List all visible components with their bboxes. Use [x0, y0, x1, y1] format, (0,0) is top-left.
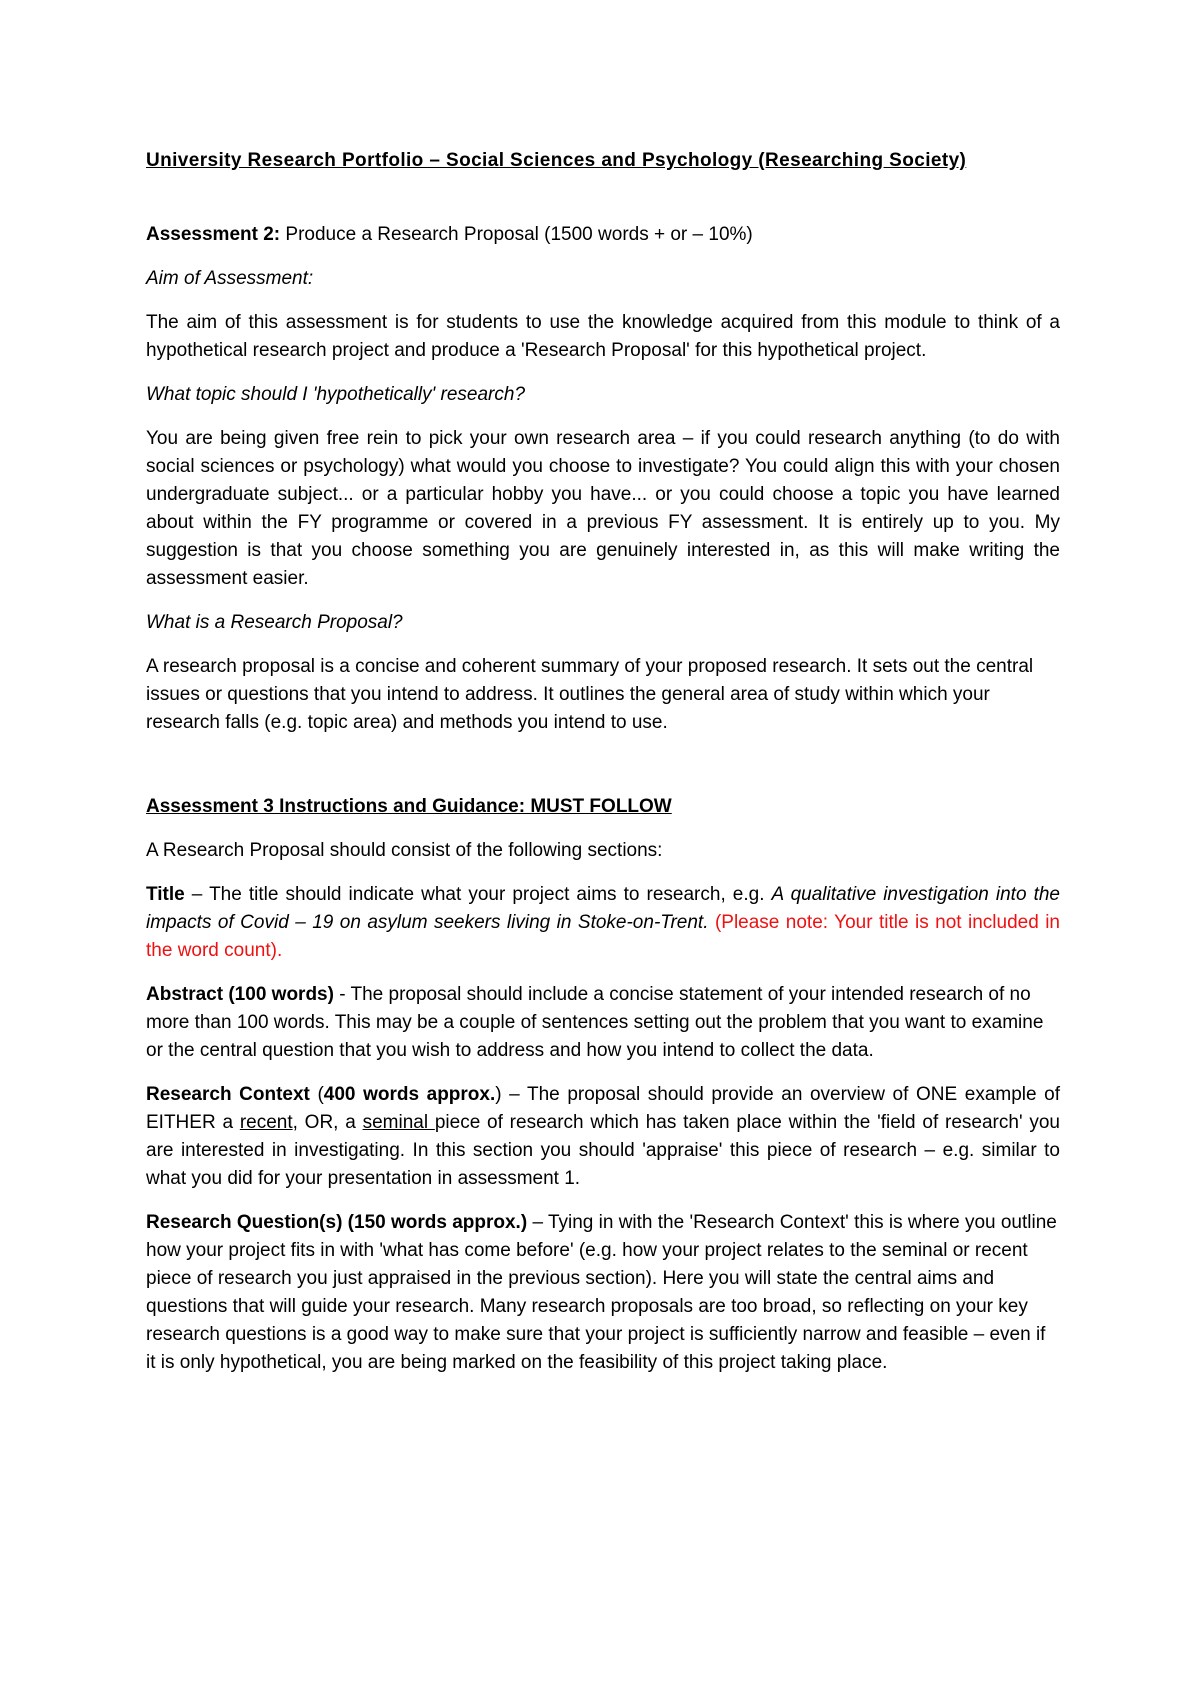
- assessment-2-text: Produce a Research Proposal (1500 words + or – 10%): [280, 224, 753, 245]
- title-section-label: Title: [146, 884, 185, 905]
- research-context-seminal: seminal: [362, 1112, 435, 1133]
- research-context-recent: recent: [239, 1112, 293, 1133]
- research-context-text-b: , OR, a: [292, 1112, 363, 1133]
- assessment-2-label: Assessment 2:: [146, 224, 281, 245]
- proposal-definition-heading: What is a Research Proposal?: [146, 612, 403, 633]
- assessment-2-line: [146, 221, 1060, 249]
- aim-heading: Aim of Assessment:: [146, 268, 314, 289]
- abstract-section: [146, 981, 1060, 1065]
- assessment-3-heading: Assessment 3 Instructions and Guidance: MUST FOLLOW: [146, 796, 672, 817]
- research-context-label: Research Context: [146, 1084, 310, 1105]
- research-question-text: – Tying in with the 'Research Context' this is where you outline how your project fits in with 'what has come before' (e.g. how your project relates to the seminal or recent piece of research you just appraised in the previous section). Here you will state the central aims and questions that will guide your research. Many research proposals are too broad, so reflecting on your key research questions is a good way to make sure that your project is sufficiently narrow and feasible – even if it is only hypothetical, you are being marked on the feasibility of this project taking place.: [146, 1212, 1057, 1373]
- research-context-text-c: piece of research which has taken place within the 'field of research' you are interested in investigating. In this section you should 'appraise' this piece of research – e.g. similar to what you did for your presentation in assessment 1.: [146, 1112, 1060, 1189]
- topic-heading: What topic should I 'hypothetically' research?: [146, 384, 526, 405]
- document-title: University Research Portfolio – Social Sciences and Psychology (Researching Society): [146, 150, 967, 171]
- proposal-definition-paragraph: A research proposal is a concise and coherent summary of your proposed research. It sets out the central issues or questions that you intend to address. It outlines the general area of study within which your research falls (e.g. topic area) and methods you intend to use.: [146, 656, 1034, 733]
- title-section-text: – The title should indicate what your project aims to research, e.g.: [184, 884, 772, 905]
- aim-paragraph: The aim of this assessment is for students to use the knowledge acquired from this module to think of a hypothetical research project and produce a 'Research Proposal' for this hypothetical project.: [146, 312, 1060, 361]
- research-question-label: Research Question(s) (150 words approx.): [146, 1212, 528, 1233]
- research-context-text-a: ) – The proposal should provide an overview of ONE example of EITHER a: [146, 1084, 1060, 1133]
- research-context-section: [146, 1081, 1060, 1193]
- assessment-3-intro: A Research Proposal should consist of the following sections:: [146, 840, 663, 861]
- abstract-section-label: Abstract (100 words): [146, 984, 334, 1005]
- title-section-example: A qualitative investigation into the impacts of Covid – 19 on asylum seekers living in Stoke-on-Trent.: [146, 884, 1060, 933]
- title-section-note: (Please note: Your title is not included in the word count).: [146, 912, 1061, 961]
- research-question-section: [146, 1209, 1060, 1377]
- topic-paragraph: You are being given free rein to pick your own research area – if you could research anything (to do with social sciences or psychology) what would you choose to investigate? You could align this with your chosen undergraduate subject... or a particular hobby you have... or you could choose a topic you have learned about within the FY programme or covered in a previous FY assessment. It is entirely up to you. My suggestion is that you choose something you are genuinely interested in, as this will make writing the assessment easier.: [146, 428, 1060, 589]
- abstract-section-text: - The proposal should include a concise statement of your intended research of no more than 100 words. This may be a couple of sentences setting out the problem that you want to examine or the central question that you wish to address and how you intend to collect the data.: [146, 984, 1044, 1061]
- research-context-paren-open: (: [309, 1084, 324, 1105]
- title-section: [146, 881, 1060, 965]
- research-context-word-count: 400 words approx.: [323, 1084, 496, 1105]
